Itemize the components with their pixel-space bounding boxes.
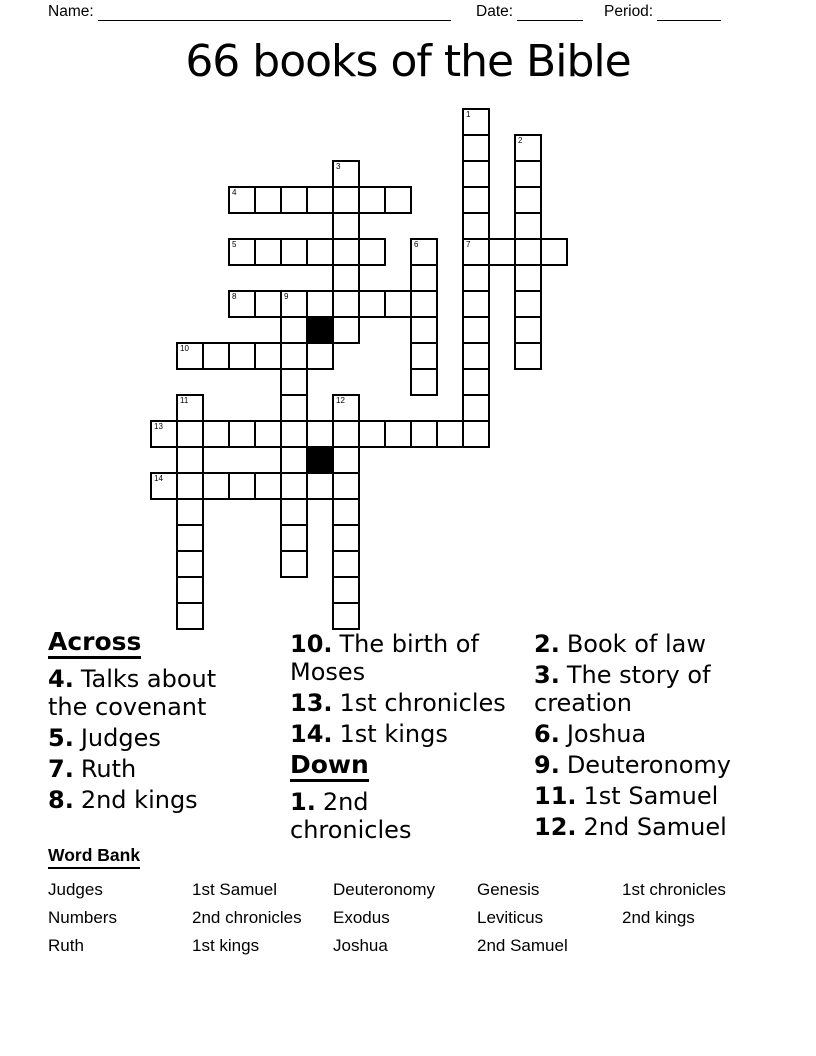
word-bank-item: 2nd Samuel [477, 936, 568, 955]
grid-cell-5-16[interactable] [280, 524, 308, 552]
grid-cell-12-3[interactable] [462, 186, 490, 214]
word-bank-item: Joshua [333, 936, 388, 955]
grid-cell-7-2[interactable] [332, 160, 360, 188]
grid-cell-7-8[interactable] [332, 316, 360, 344]
grid-cell-7-12[interactable] [332, 420, 360, 448]
cell-number: 2 [518, 136, 523, 145]
clue-number: 11. [534, 782, 577, 810]
cell-number: 10 [180, 344, 189, 353]
cell-number: 9 [284, 292, 289, 301]
date-field-group [476, 3, 583, 21]
cell-number: 11 [180, 396, 189, 405]
clue-number: 5. [48, 724, 74, 752]
cell-number: 1 [466, 110, 471, 119]
clue-number: 7. [48, 755, 74, 783]
clue-down-12: 12. 2nd Samuel [534, 813, 727, 841]
clue-down-1: 1. 2nd chronicles [290, 788, 412, 844]
grid-cell-14-7[interactable] [514, 290, 542, 318]
grid-cell-12-7[interactable] [462, 290, 490, 318]
grid-cell-8-5[interactable] [358, 238, 386, 266]
word-bank-header: Word Bank [48, 845, 140, 869]
clues-column-2 [290, 630, 540, 847]
grid-cell-12-6[interactable] [462, 264, 490, 292]
grid-cell-8-12[interactable] [358, 420, 386, 448]
grid-cell-1-16[interactable] [176, 524, 204, 552]
clue-across-14: 14. 1st kings [290, 720, 448, 748]
grid-cell-8-7[interactable] [358, 290, 386, 318]
grid-cell-5-5[interactable] [280, 238, 308, 266]
cell-number: 3 [336, 162, 341, 171]
grid-cell-1-18[interactable] [176, 576, 204, 604]
clue-across-7: 7. Ruth [48, 755, 137, 783]
grid-cell-12-8[interactable] [462, 316, 490, 344]
grid-cell-7-3[interactable] [332, 186, 360, 214]
grid-cell-7-4[interactable] [332, 212, 360, 240]
word-bank [48, 845, 748, 964]
clue-across-10: 10. The birth of Moses [290, 630, 479, 686]
grid-cell-7-17[interactable] [332, 550, 360, 578]
grid-cell-3-12[interactable] [228, 420, 256, 448]
grid-cell-14-9[interactable] [514, 342, 542, 370]
grid-cell-7-7[interactable] [332, 290, 360, 318]
cell-number: 8 [232, 292, 237, 301]
grid-cell-8-3[interactable] [358, 186, 386, 214]
grid-cell-5-15[interactable] [280, 498, 308, 526]
clue-down-2: 2. Book of law [534, 630, 706, 658]
clue-down-3: 3. The story of creation [534, 661, 711, 717]
clue-down-9: 9. Deuteronomy [534, 751, 731, 779]
grid-cell-0-14[interactable] [150, 472, 178, 500]
grid-cell-7-19[interactable] [332, 602, 360, 630]
word-bank-item: Judges [48, 880, 103, 899]
grid-cell-6-12[interactable] [306, 420, 334, 448]
clue-down-11: 11. 1st Samuel [534, 782, 719, 810]
word-bank-item: Ruth [48, 936, 84, 955]
grid-cell-5-14[interactable] [280, 472, 308, 500]
grid-cell-7-15[interactable] [332, 498, 360, 526]
down-header-row [290, 751, 540, 782]
grid-cell-4-7[interactable] [254, 290, 282, 318]
grid-cell-9-3[interactable] [384, 186, 412, 214]
grid-cell-12-9[interactable] [462, 342, 490, 370]
grid-cell-10-12[interactable] [410, 420, 438, 448]
word-bank-item: Numbers [48, 908, 117, 927]
clue-number: 6. [534, 720, 560, 748]
grid-cell-12-2[interactable] [462, 160, 490, 188]
word-bank-item: Genesis [477, 880, 540, 899]
cell-number: 4 [232, 188, 237, 197]
clues-column-3 [534, 630, 816, 844]
grid-cell-5-3[interactable] [280, 186, 308, 214]
crossword-grid [150, 108, 568, 630]
clues-column-1 [48, 628, 293, 817]
grid-cell-1-15[interactable] [176, 498, 204, 526]
cell-number: 7 [466, 240, 471, 249]
grid-cell-4-3[interactable] [254, 186, 282, 214]
grid-cell-14-3[interactable] [514, 186, 542, 214]
period-label: Period: [604, 3, 654, 20]
word-bank-item: 1st chronicles [622, 880, 726, 899]
clue-number: 10. [290, 630, 333, 658]
grid-cell-12-10[interactable] [462, 368, 490, 396]
word-bank-item: Exodus [333, 908, 390, 927]
cell-number: 5 [232, 240, 237, 249]
date-blank-line[interactable] [517, 6, 583, 21]
name-label: Name: [48, 3, 94, 20]
clue-number: 8. [48, 786, 74, 814]
grid-cell-2-9[interactable] [202, 342, 230, 370]
clue-across-5: 5. Judges [48, 724, 161, 752]
grid-cell-1-14[interactable] [176, 472, 204, 500]
grid-cell-7-14[interactable] [332, 472, 360, 500]
clue-across-8: 8. 2nd kings [48, 786, 198, 814]
grid-cell-3-5[interactable] [228, 238, 256, 266]
grid-cell-5-17[interactable] [280, 550, 308, 578]
grid-cell-12-0[interactable] [462, 108, 490, 136]
clue-number: 4. [48, 665, 74, 693]
grid-cell-3-14[interactable] [228, 472, 256, 500]
cell-number: 6 [414, 240, 419, 249]
grid-cell-7-13[interactable] [332, 446, 360, 474]
grid-cell-14-2[interactable] [514, 160, 542, 188]
grid-cell-1-11[interactable] [176, 394, 204, 422]
grid-cell-2-12[interactable] [202, 420, 230, 448]
clue-number: 1. [290, 788, 316, 816]
across-header: Across [48, 628, 141, 659]
clue-across-4: 4. Talks about the covenant [48, 665, 217, 721]
clue-number: 3. [534, 661, 560, 689]
down-header: Down [290, 751, 369, 782]
grid-cell-7-5[interactable] [332, 238, 360, 266]
grid-cell-5-13[interactable] [280, 446, 308, 474]
name-blank-line[interactable] [98, 6, 451, 21]
grid-cell-3-3[interactable] [228, 186, 256, 214]
grid-cell-10-8[interactable] [410, 316, 438, 344]
grid-cell-6-3[interactable] [306, 186, 334, 214]
grid-cell-5-7[interactable] [280, 290, 308, 318]
cell-number: 14 [154, 474, 163, 483]
grid-cell-10-7[interactable] [410, 290, 438, 318]
grid-cell-1-13[interactable] [176, 446, 204, 474]
period-field-group [604, 3, 721, 21]
grid-cell-4-9[interactable] [254, 342, 282, 370]
grid-cell-14-4[interactable] [514, 212, 542, 240]
grid-cell-10-5[interactable] [410, 238, 438, 266]
grid-cell-7-11[interactable] [332, 394, 360, 422]
grid-cell-10-6[interactable] [410, 264, 438, 292]
grid-cell-12-1[interactable] [462, 134, 490, 162]
clue-across-13: 13. 1st chronicles [290, 689, 506, 717]
grid-cell-5-9[interactable] [280, 342, 308, 370]
grid-cell-9-12[interactable] [384, 420, 412, 448]
grid-cell-9-7[interactable] [384, 290, 412, 318]
word-bank-list [48, 880, 748, 964]
grid-cell-7-18[interactable] [332, 576, 360, 604]
clue-number: 2. [534, 630, 560, 658]
grid-cell-0-12[interactable] [150, 420, 178, 448]
word-bank-item: Deuteronomy [333, 880, 436, 899]
grid-cell-3-9[interactable] [228, 342, 256, 370]
grid-cell-7-6[interactable] [332, 264, 360, 292]
word-bank-item: 2nd kings [622, 908, 695, 927]
cell-number: 13 [154, 422, 163, 431]
clue-down-6: 6. Joshua [534, 720, 647, 748]
grid-cell-5-10[interactable] [280, 368, 308, 396]
grid-cell-5-12[interactable] [280, 420, 308, 448]
grid-cell-1-9[interactable] [176, 342, 204, 370]
grid-cell-14-5[interactable] [514, 238, 542, 266]
period-blank-line[interactable] [657, 6, 721, 21]
grid-cell-3-7[interactable] [228, 290, 256, 318]
grid-cell-1-12[interactable] [176, 420, 204, 448]
word-bank-item: 2nd chronicles [192, 908, 302, 927]
across-header-row [48, 628, 293, 659]
grid-cell-4-5[interactable] [254, 238, 282, 266]
grid-cell-14-1[interactable] [514, 134, 542, 162]
clue-number: 14. [290, 720, 333, 748]
clue-number: 12. [534, 813, 577, 841]
grid-cell-12-5[interactable] [462, 238, 490, 266]
grid-cell-4-14[interactable] [254, 472, 282, 500]
grid-cell-12-12[interactable] [462, 420, 490, 448]
grid-cell-6-9[interactable] [306, 342, 334, 370]
page-title: 66 books of the Bible [185, 36, 631, 87]
grid-cell-14-8[interactable] [514, 316, 542, 344]
grid-cell-1-17[interactable] [176, 550, 204, 578]
clue-number: 13. [290, 689, 333, 717]
black-cell-6-8 [306, 316, 334, 344]
word-bank-item: 1st kings [192, 936, 260, 955]
clue-number: 9. [534, 751, 560, 779]
grid-cell-10-9[interactable] [410, 342, 438, 370]
date-label: Date: [476, 3, 514, 20]
word-bank-item: 1st Samuel [192, 880, 278, 899]
word-bank-item: Leviticus [477, 908, 544, 927]
grid-cell-7-16[interactable] [332, 524, 360, 552]
grid-cell-1-19[interactable] [176, 602, 204, 630]
name-field-group [48, 3, 451, 21]
grid-cell-2-14[interactable] [202, 472, 230, 500]
grid-cell-4-12[interactable] [254, 420, 282, 448]
grid-cell-10-10[interactable] [410, 368, 438, 396]
grid-cell-5-8[interactable] [280, 316, 308, 344]
grid-cell-6-5[interactable] [306, 238, 334, 266]
grid-cell-15-5[interactable] [540, 238, 568, 266]
grid-cell-5-11[interactable] [280, 394, 308, 422]
grid-cell-6-14[interactable] [306, 472, 334, 500]
cell-number: 12 [336, 396, 345, 405]
black-cell-6-13 [306, 446, 334, 474]
grid-cell-12-11[interactable] [462, 394, 490, 422]
grid-cell-11-12[interactable] [436, 420, 464, 448]
grid-cell-14-6[interactable] [514, 264, 542, 292]
grid-cell-6-7[interactable] [306, 290, 334, 318]
grid-cell-13-5[interactable] [488, 238, 516, 266]
grid-cell-12-4[interactable] [462, 212, 490, 240]
